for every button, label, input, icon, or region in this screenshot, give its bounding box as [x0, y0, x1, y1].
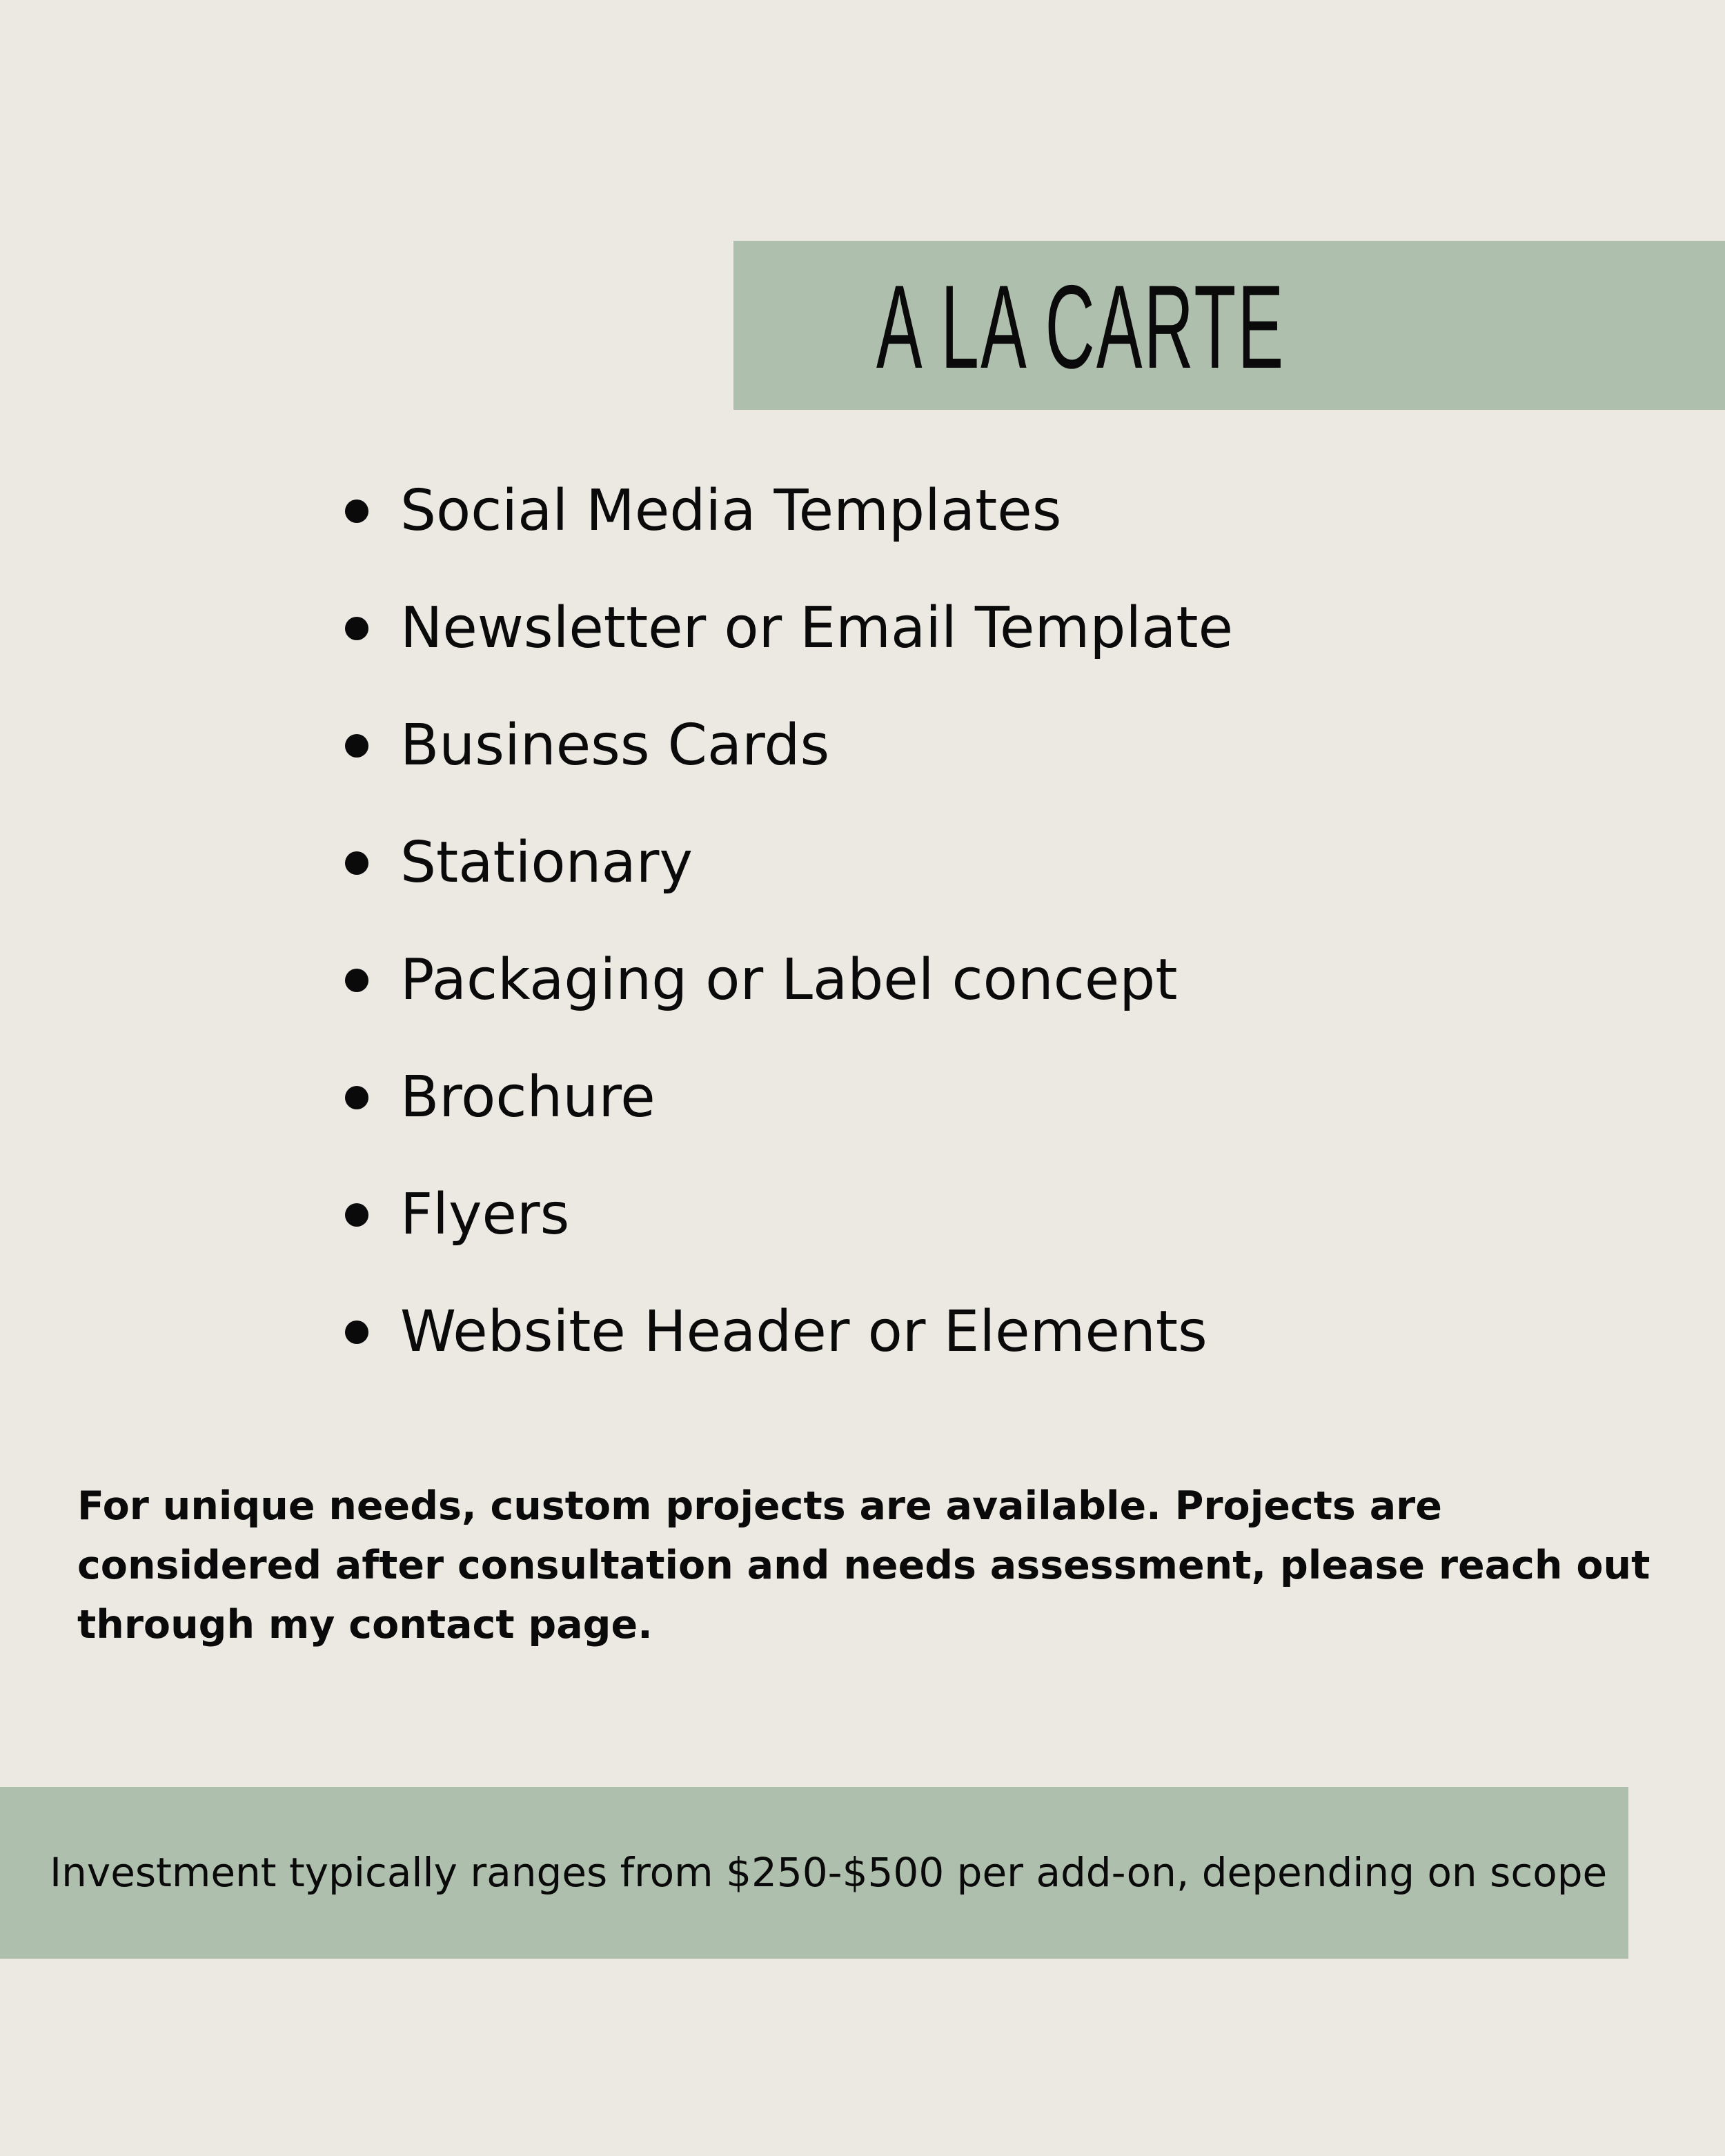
- service-label: Newsletter or Email Template: [400, 595, 1234, 661]
- pricing-text: Investment typically ranges from $250-$500 per add-on, depending on scope: [50, 1849, 1608, 1896]
- bullet-icon: [345, 1321, 368, 1344]
- bullet-icon: [345, 969, 368, 992]
- pricing-band: [0, 1787, 1628, 1959]
- page-title: A LA CARTE: [876, 261, 1285, 393]
- list-item: [400, 470, 1061, 553]
- service-label: Packaging or Label concept: [400, 947, 1178, 1013]
- list-item: [400, 1174, 569, 1256]
- service-label: Flyers: [400, 1182, 570, 1247]
- service-label: Website Header or Elements: [400, 1299, 1208, 1365]
- custom-projects-note: For unique needs, custom projects are available. Projects are considered after consultation and needs assessment, please reach out through my contact page.: [77, 1483, 1650, 1648]
- bullet-icon: [345, 734, 368, 758]
- list-item: [400, 704, 829, 787]
- service-label: Stationary: [400, 830, 693, 896]
- service-label: Social Media Templates: [400, 478, 1062, 544]
- bullet-icon: [345, 617, 368, 640]
- service-label: Brochure: [400, 1065, 656, 1130]
- list-item: [400, 1291, 1208, 1374]
- list-item: [400, 822, 693, 904]
- list-item: [400, 939, 1178, 1022]
- list-item: [400, 587, 1233, 670]
- bullet-icon: [345, 1203, 368, 1227]
- list-item: [400, 1056, 656, 1139]
- bullet-icon: [345, 851, 368, 875]
- bullet-icon: [345, 500, 368, 523]
- service-label: Business Cards: [400, 713, 830, 778]
- bullet-icon: [345, 1086, 368, 1109]
